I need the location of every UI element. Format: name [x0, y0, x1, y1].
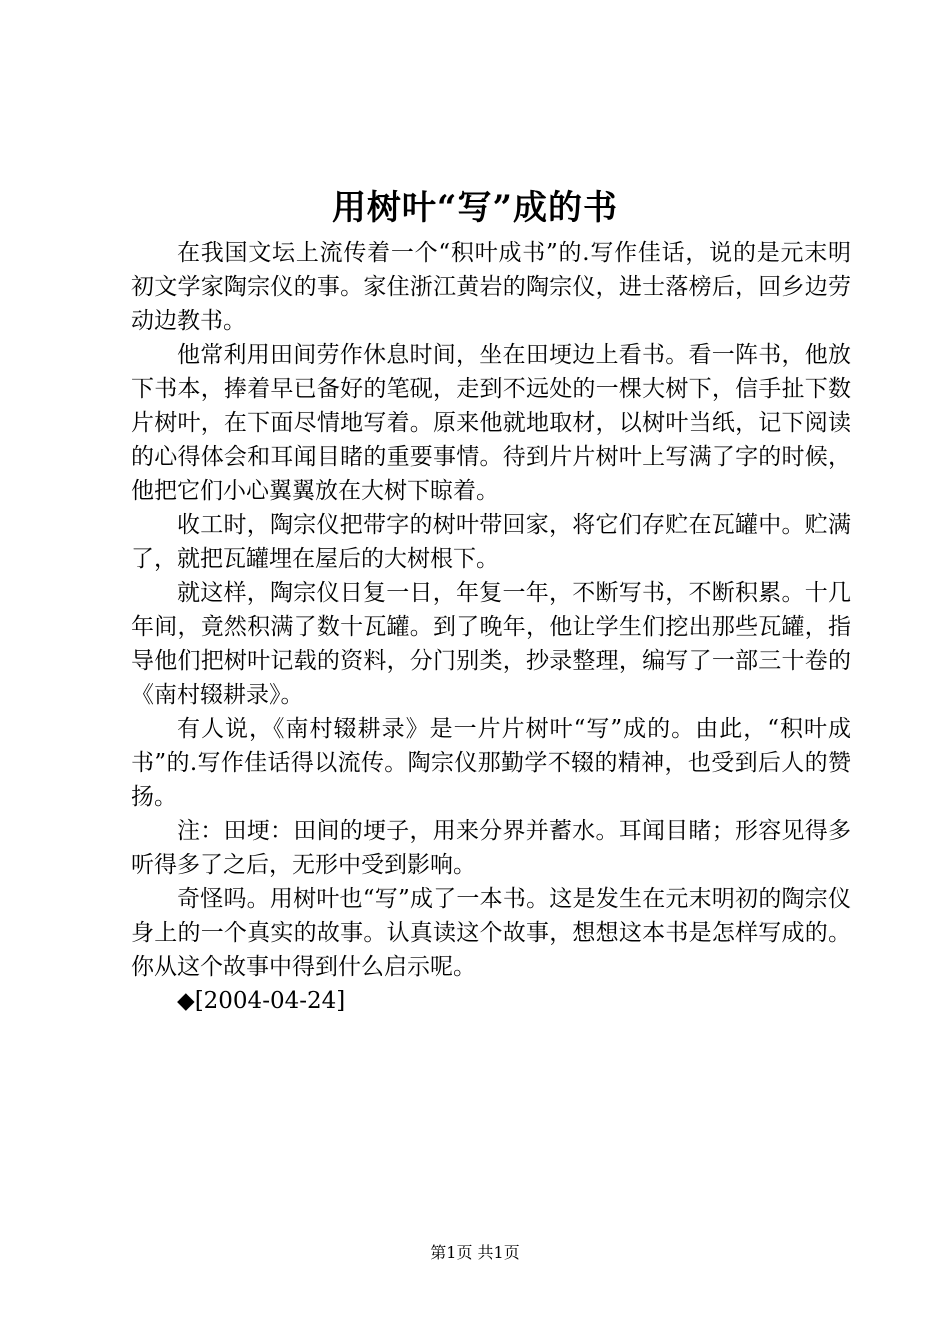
paragraph-4: 就这样，陶宗仪日复一日，年复一年，不断写书，不断积累。十几年间，竟然积满了数十瓦罐。到了晚年，他让学生们挖出那些瓦罐，指导他们把树叶记载的资料，分门别类，抄录整理，编写了一部三十卷的《南村辍耕录》。 — [131, 580, 851, 708]
document-body — [131, 236, 851, 1018]
paragraph-6-note: 注：田埂：田间的埂子，用来分界并蓄水。耳闻目睹；形容见得多听得多了之后，无形中受到影响。 — [131, 818, 851, 878]
paragraph-5: 有人说，《南村辍耕录》是一片片树叶“写”成的。由此，“积叶成书”的.写作佳话得以流传。陶宗仪那勤学不辍的精神，也受到后人的赞扬。 — [131, 716, 851, 810]
paragraph-2: 他常利用田间劳作休息时间，坐在田埂边上看书。看一阵书，他放下书本，捧着早已备好的笔砚，走到不远处的一棵大树下，信手扯下数片树叶，在下面尽情地写着。原来他就地取材，以树叶当纸，记下阅读的心得体会和耳闻目睹的重要事情。待到片片树叶上写满了字的时候，他把它们小心翼翼放在大树下晾着。 — [131, 342, 851, 504]
page-footer: 第1页 共1页 — [430, 1243, 520, 1262]
document-title: 用树叶“写”成的书 — [331, 188, 619, 228]
paragraph-1: 在我国文坛上流传着一个“积叶成书”的.写作佳话，说的是元末明初文学家陶宗仪的事。家住浙江黄岩的陶宗仪，进士落榜后，回乡边劳动边教书。 — [131, 240, 851, 334]
paragraph-8-date: ◆[2004-04-24] — [177, 988, 346, 1014]
paragraph-3: 收工时，陶宗仪把带字的树叶带回家，将它们存贮在瓦罐中。贮满了，就把瓦罐埋在屋后的大树根下。 — [131, 512, 851, 572]
paragraph-7: 奇怪吗。用树叶也“写”成了一本书。这是发生在元末明初的陶宗仪身上的一个真实的故事。认真读这个故事，想想这本书是怎样写成的。你从这个故事中得到什么启示呢。 — [131, 886, 851, 980]
